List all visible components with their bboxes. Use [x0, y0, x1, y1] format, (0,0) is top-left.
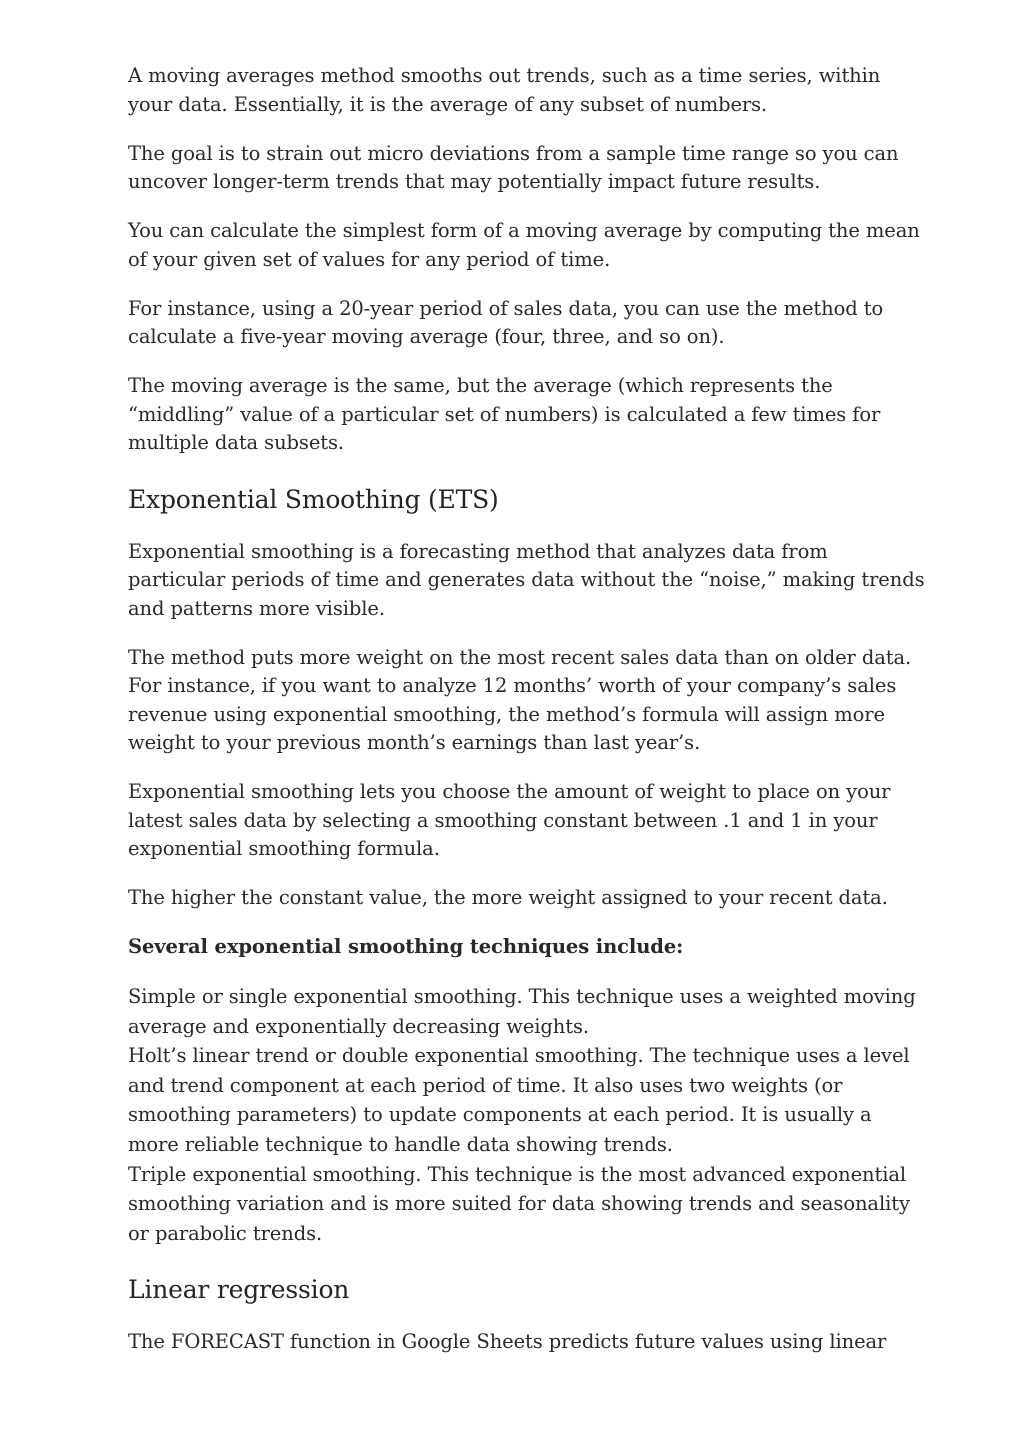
list-ets-techniques	[128, 982, 928, 1248]
list-item-triple-exponential-smoothing: Triple exponential smoothing. This technique is the most advanced exponential smoothing variation and is more suited for data showing trends and seasonality or parabolic trends.	[128, 1162, 910, 1245]
paragraph-ets-definition: Exponential smoothing is a forecasting method that analyzes data from particular periods of time and generates data without the “noise,” making trends and patterns more visible.	[128, 539, 925, 620]
heading-exponential-smoothing: Exponential Smoothing (ETS)	[128, 484, 499, 514]
paragraph-moving-average-calculation: You can calculate the simplest form of a moving average by computing the mean of your given set of values for any period of time.	[128, 219, 920, 271]
list-item-simple-exponential-smoothing: Simple or single exponential smoothing. This technique uses a weighted moving average and exponentially decreasing weights.	[128, 985, 916, 1038]
list-item-double-exponential-smoothing: Holt’s linear trend or double exponential smoothing. The technique uses a level and trend component at each period of time. It also uses two weights (or smoothing parameters) to update components at each period. It is usually a more reliable technique to handle data showing trends.	[128, 1044, 910, 1156]
heading-linear-regression: Linear regression	[128, 1275, 350, 1305]
paragraph-ets-weighting: The method puts more weight on the most recent sales data than on older data. For instance, if you want to analyze 12 months’ worth of your company’s sales revenue using exponential smoothing, the method’s formula will assign more weight to your previous month’s earnings than last year’s.	[128, 645, 912, 754]
article-body	[128, 62, 928, 1377]
paragraph-moving-average-subsets: The moving average is the same, but the average (which represents the “middling” value of a particular set of numbers) is calculated a few times for multiple data subsets.	[128, 374, 881, 454]
paragraph-moving-average-definition: A moving averages method smooths out trends, such as a time series, within your data. Essentially, it is the average of any subset of numbers.	[128, 64, 881, 116]
label-ets-techniques: Several exponential smoothing techniques include:	[128, 935, 684, 958]
paragraph-moving-average-goal: The goal is to strain out micro deviations from a sample time range so you can uncover longer-term trends that may potentially impact future results.	[128, 141, 899, 193]
paragraph-ets-higher-constant: The higher the constant value, the more weight assigned to your recent data.	[128, 886, 888, 909]
paragraph-ets-smoothing-constant: Exponential smoothing lets you choose the amount of weight to place on your latest sales data by selecting a smoothing constant between .1 and 1 in your exponential smoothing formula.	[128, 780, 891, 860]
paragraph-moving-average-example: For instance, using a 20-year period of sales data, you can use the method to calculate a five-year moving average (four, three, and so on).	[128, 296, 884, 348]
paragraph-forecast-function: The FORECAST function in Google Sheets predicts future values using linear	[128, 1330, 887, 1354]
